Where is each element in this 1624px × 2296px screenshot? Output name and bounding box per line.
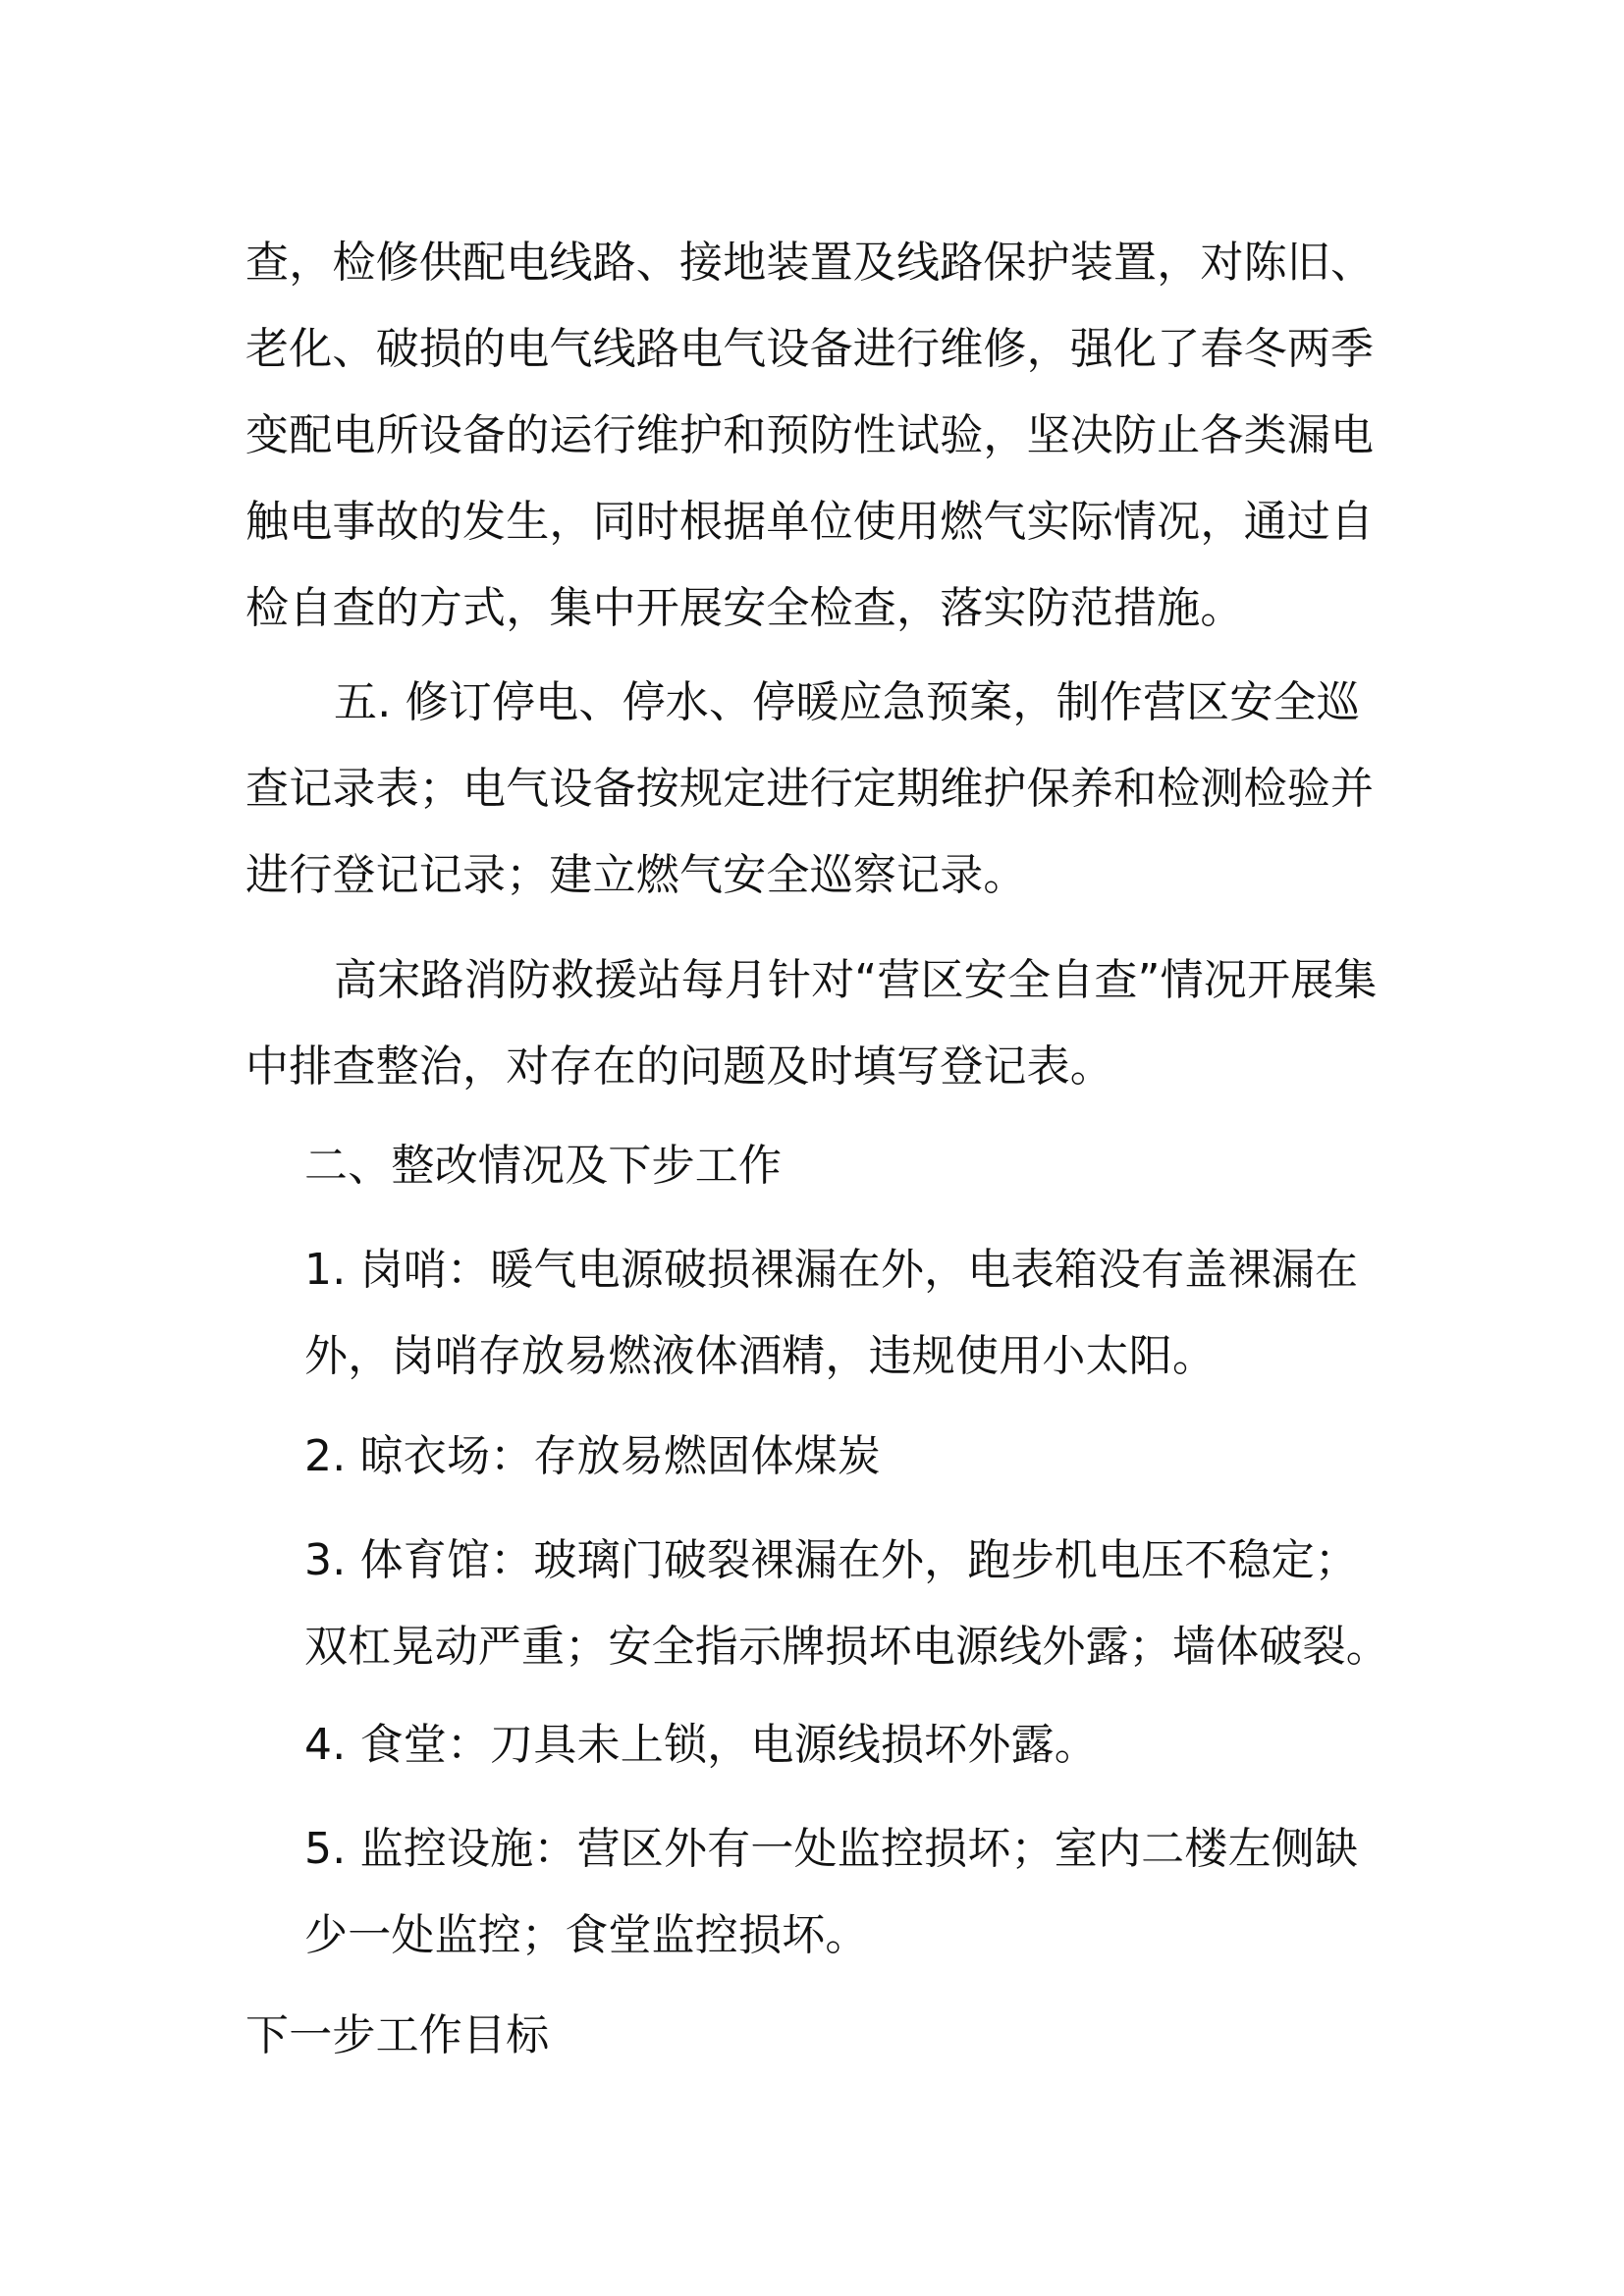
paragraph-text: 高宋路消防救援站每月针对“营区安全自查”情况开展集中排查整治，对存在的问题及时填写登记表。 bbox=[245, 955, 1378, 1092]
list-item-gym bbox=[304, 1518, 1389, 1690]
list-item-text: 4. 食堂：刀具未上锁，电源线损坏外露。 bbox=[304, 1720, 1098, 1770]
list-item-guard-post bbox=[304, 1227, 1389, 1400]
paragraph-emergency-plan bbox=[245, 660, 1389, 919]
list-item-text: 2. 晾衣场：存放易燃固体煤炭 bbox=[304, 1431, 881, 1481]
paragraph-safety-inspection bbox=[245, 220, 1389, 652]
list-item-drying-area bbox=[304, 1414, 1389, 1500]
list-item-text: 3. 体育馆：玻璃门破裂裸漏在外，跑步机电压不稳定；双杠晃动严重；安全指示牌损坏电源线外露；墙体破裂。 bbox=[304, 1535, 1389, 1672]
paragraph-text: 五. 修订停电、停水、停暖应急预案，制作营区安全巡查记录表；电气设备按规定进行定期维护保养和检测检验并进行登记记录；建立燃气安全巡察记录。 bbox=[245, 677, 1375, 900]
section-heading bbox=[304, 1123, 1384, 1209]
next-step-heading-text: 下一步工作目标 bbox=[245, 2010, 550, 2060]
paragraph-text: 查，检修供配电线路、接地装置及线路保护装置，对陈旧、老化、破损的电气线路电气设备进行维修，强化了春冬两季变配电所设备的运行维护和预防性试验，坚决防止各类漏电触电事故的发生，同时根据单位使用燃气实际情况，通过自检自查的方式，集中开展安全检查，落实防范措施。 bbox=[245, 238, 1375, 633]
next-step-heading bbox=[245, 1993, 1326, 2079]
list-item-canteen bbox=[304, 1702, 1389, 1789]
paragraph-monthly-inspection bbox=[245, 937, 1389, 1110]
list-item-text: 5. 监控设施：营区外有一处监控损坏；室内二楼左侧缺少一处监控；食堂监控损坏。 bbox=[304, 1824, 1359, 1960]
list-item-text: 1. 岗哨：暖气电源破损裸漏在外，电表箱没有盖裸漏在外，岗哨存放易燃液体酒精，违规使用小太阳。 bbox=[304, 1245, 1359, 1381]
section-heading-text: 二、整改情况及下步工作 bbox=[304, 1141, 783, 1191]
list-item-monitoring bbox=[304, 1806, 1389, 1979]
